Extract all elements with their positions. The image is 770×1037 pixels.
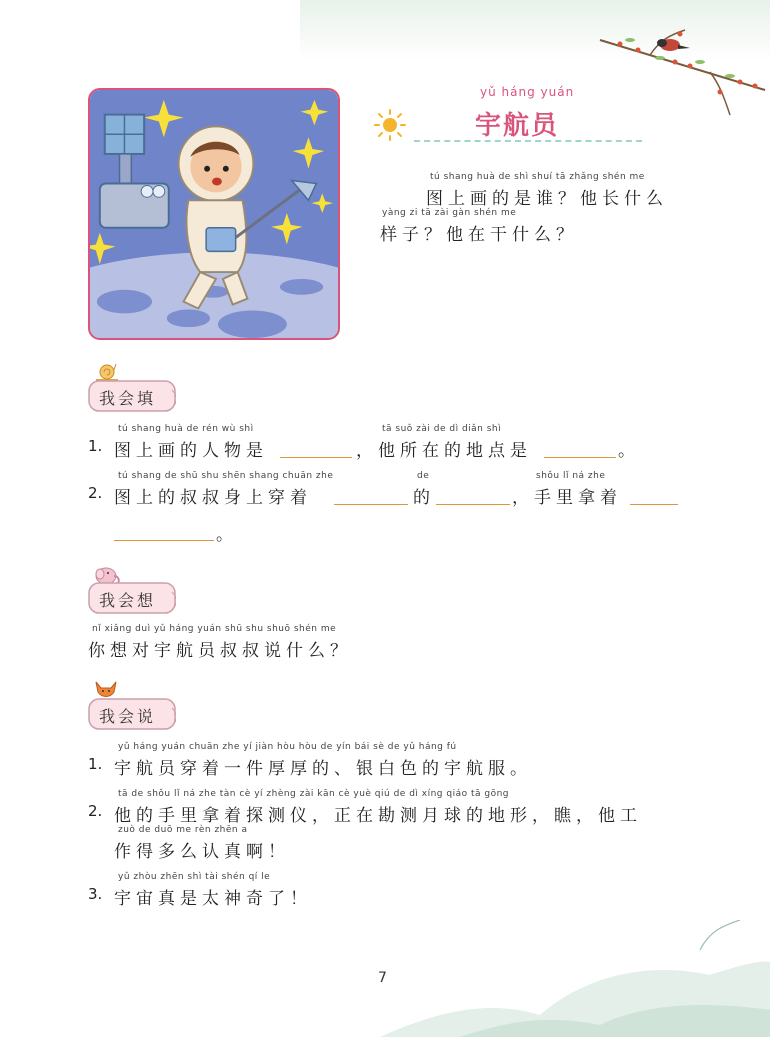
say-item1-text: 宇航员穿着一件厚厚的、银白色的宇航服。 (114, 759, 532, 779)
section-tag-fill (88, 380, 176, 412)
fill-blank-clothing[interactable] (436, 503, 510, 505)
fill-item1-number: 1. (88, 437, 103, 455)
fill-blank-location[interactable] (544, 456, 616, 458)
fill-item1-text-b: ，他所在的地点是 (356, 441, 532, 461)
fill-blank-clothing-adj[interactable] (334, 503, 408, 505)
fill-blank-person[interactable] (280, 456, 352, 458)
think-question: 你想对宇航员叔叔说什么？ (88, 641, 352, 661)
say-item2-pinyin-2: zuò de duō me rèn zhēn a (118, 825, 248, 835)
title-underline (414, 140, 642, 142)
fill-blank-holding-part1[interactable] (630, 503, 678, 505)
section-label-think: 我会想 (99, 591, 157, 610)
say-item2-pinyin-1: tā de shǒu lǐ ná zhe tàn cè yí zhèng zài kān cè yuè qiú de dì xíng qiáo tā gōng (118, 789, 510, 799)
question-line2-pinyin: yàng zi tā zài gàn shén me (382, 208, 517, 218)
snail-icon (94, 362, 120, 382)
sun-icon (372, 107, 408, 143)
section-label-fill: 我会填 (99, 389, 157, 408)
fill-item2-end: 。 (216, 525, 238, 545)
say-item1-number: 1. (88, 755, 103, 773)
section-label-say: 我会说 (99, 707, 157, 726)
fill-item1-pinyin-a: tú shang huà de rén wù shì (118, 424, 254, 434)
say-item1-pinyin: yǔ háng yuán chuān zhe yí jiàn hòu hòu de yín bái sè de yǔ háng fú (118, 742, 457, 752)
fill-item2-pinyin-c: shǒu lǐ ná zhe (536, 471, 606, 481)
title-pinyin: yǔ háng yuán (480, 85, 575, 99)
fill-item2-text-a: 图上的叔叔身上穿着 (114, 488, 312, 508)
question-line1: 图上画的是谁？他长什么 (426, 189, 668, 209)
say-item3-pinyin: yǔ zhòu zhēn shì tài shén qí le (118, 872, 271, 882)
fill-item2-number: 2. (88, 484, 103, 502)
say-item2-text-1: 他的手里拿着探测仪，正在勘测月球的地形，瞧，他工 (114, 806, 642, 826)
fill-item1-end: 。 (618, 441, 640, 461)
fill-item2-pinyin-b: de (417, 471, 430, 481)
fill-item1-pinyin-b: tā suǒ zài de dì diǎn shì (382, 424, 502, 434)
section-tag-say (88, 698, 176, 730)
fill-item2-text-c: ，手里拿着 (512, 488, 622, 508)
question-line2: 样子？他在干什么？ (380, 225, 578, 245)
say-item3-text: 宇宙真是太神奇了！ (114, 889, 312, 909)
lesson-title-block (372, 85, 642, 145)
page-title: 宇航员 (475, 111, 560, 141)
fill-item2-text-b: 的 (413, 488, 435, 508)
fill-item1-text-a: 图上画的人物是 (114, 441, 268, 461)
say-item3-number: 3. (88, 885, 103, 903)
think-pinyin: nǐ xiǎng duì yǔ háng yuán shū shu shuō shén me (92, 624, 337, 634)
fill-blank-holding-part2[interactable] (114, 539, 214, 541)
section-tag-think (88, 582, 176, 614)
astronaut-illustration (88, 88, 340, 340)
page-number: 7 (378, 970, 387, 986)
fox-icon (92, 678, 120, 700)
landscape-decoration-bottom (380, 920, 770, 1037)
say-item2-number: 2. (88, 802, 103, 820)
say-item2-text-2: 作得多么认真啊！ (114, 842, 290, 862)
question-line1-pinyin: tú shang huà de shì shuí tā zhǎng shén me (430, 172, 645, 182)
fill-item2-pinyin-a: tú shang de shū shu shēn shang chuān zhe (118, 471, 334, 481)
